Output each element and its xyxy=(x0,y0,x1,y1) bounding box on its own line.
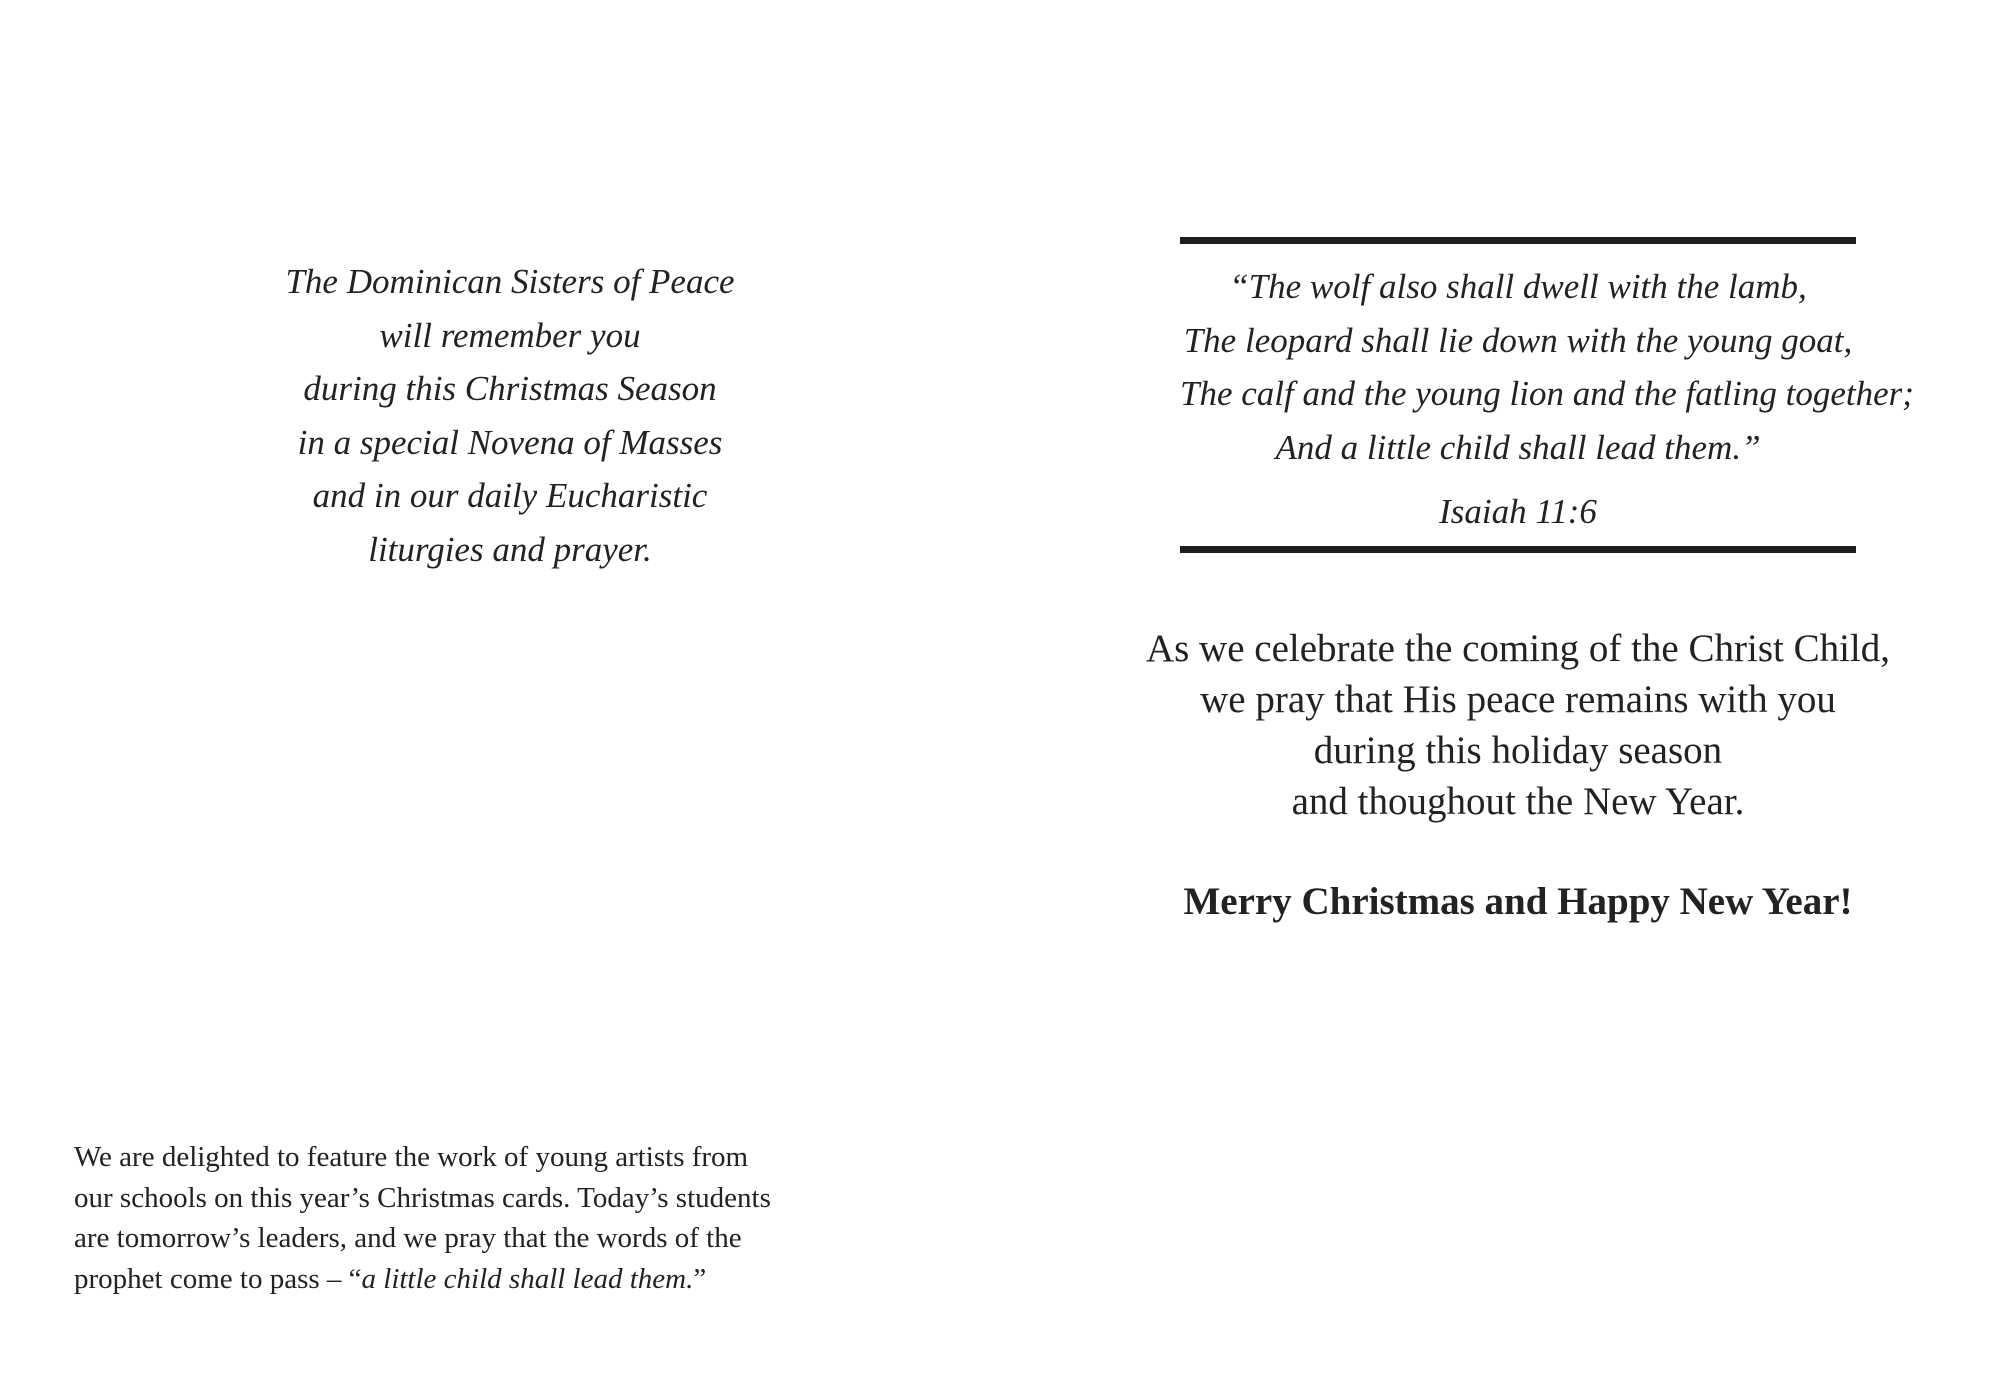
quote-line: The leopard shall lie down with the young goat, xyxy=(1183,320,1853,360)
scripture-quote xyxy=(1180,260,1914,474)
blessing-line: we pray that His peace remains with you xyxy=(1200,678,1836,721)
footnote-line: are tomorrow’s leaders, and we pray that the words of the xyxy=(74,1222,742,1254)
blessing-line: during this holiday season xyxy=(1313,729,1723,772)
quote-line: The calf and the young lion and the fatling together; xyxy=(1180,374,1914,413)
verse-line: in a special Novena of Masses xyxy=(297,422,723,462)
verse-line: will remember you xyxy=(379,315,641,355)
scripture-quote-block xyxy=(1180,237,1914,553)
blessing-line: and thoughout the New Year. xyxy=(1291,780,1745,823)
quote-line: And a little child shall lead them.” xyxy=(1275,427,1761,467)
verse-line: The Dominican Sisters of Peace xyxy=(285,262,735,301)
footnote-quote: a little child shall lead them. xyxy=(361,1262,694,1295)
quote-line: “The wolf also shall dwell with the lamb, xyxy=(1229,267,1807,306)
footnote-line: We are delighted to feature the work of young artists from xyxy=(74,1141,749,1173)
top-divider xyxy=(1180,237,1856,244)
footnote-last-line xyxy=(74,1259,874,1300)
blessing-line: As we celebrate the coming of the Christ Child, xyxy=(1145,627,1891,670)
remembrance-verse xyxy=(220,255,800,576)
footnote-prefix: prophet come to pass – “ xyxy=(74,1262,362,1295)
verse-line: during this Christmas Season xyxy=(303,369,717,408)
verse-line: and in our daily Eucharistic xyxy=(312,476,708,515)
footnote-line: our schools on this year’s Christmas cards. Today’s students xyxy=(74,1181,771,1214)
artist-footnote xyxy=(74,1137,874,1299)
blessing-message xyxy=(1100,623,1936,827)
bottom-divider xyxy=(1180,546,1856,553)
footnote-suffix: ” xyxy=(693,1262,707,1295)
verse-line: liturgies and prayer. xyxy=(368,529,652,569)
scripture-citation: Isaiah 11:6 xyxy=(1439,492,1597,531)
holiday-greeting: Merry Christmas and Happy New Year! xyxy=(1183,880,1853,923)
